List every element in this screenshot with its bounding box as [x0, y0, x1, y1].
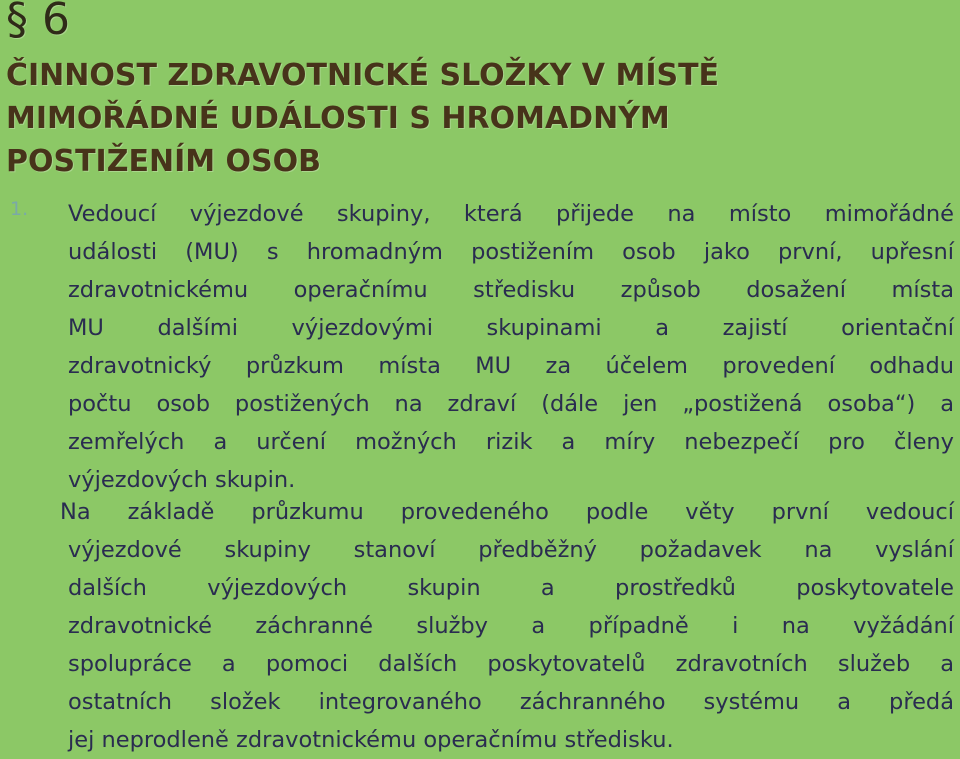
text-line: zdravotnický průzkum místa MU za účelem provedení odhadu — [68, 353, 954, 379]
text-line: Na základě průzkumu provedeného podle věty první vedoucí — [60, 499, 954, 525]
text-line: zemřelých a určení možných rizik a míry nebezpečí pro členy — [68, 429, 954, 455]
text-line: Vedoucí výjezdové skupiny, která přijede na místo mimořádné — [68, 201, 954, 227]
text-line: výjezdových skupin. — [68, 467, 296, 493]
text-line: MU dalšími výjezdovými skupinami a zajistí orientační — [68, 315, 954, 341]
text-line: zdravotnické záchranné služby a případně i na vyžádání — [68, 613, 954, 639]
title-line: MIMOŘÁDNÉ UDÁLOSTI S HROMADNÝM — [6, 101, 670, 136]
text-line: jej neprodleně zdravotnickému operačnímu středisku. — [68, 727, 674, 753]
section-number: § 6 — [6, 0, 70, 45]
text-line: zdravotnickému operačnímu středisku způsob dosažení místa — [68, 277, 954, 303]
document-title — [6, 54, 946, 183]
text-line: události (MU) s hromadným postižením osob jako první, upřesní — [68, 239, 954, 265]
paragraph-2 — [60, 493, 954, 759]
text-line: dalších výjezdových skupin a prostředků poskytovatele — [68, 575, 954, 601]
list-item-number: 1. — [10, 198, 29, 220]
text-line: počtu osob postižených na zdraví (dále jen „postižená osoba“) a — [68, 391, 954, 417]
paragraph-1 — [68, 195, 954, 499]
title-line: ČINNOST ZDRAVOTNICKÉ SLOŽKY V MÍSTĚ — [6, 58, 720, 93]
title-line: POSTIŽENÍM OSOB — [6, 144, 322, 179]
text-line: výjezdové skupiny stanoví předběžný požadavek na vyslání — [68, 537, 954, 563]
text-line: spolupráce a pomoci dalších poskytovatelů zdravotních služeb a — [68, 651, 954, 677]
text-line: ostatních složek integrovaného záchranného systému a předá — [68, 689, 954, 715]
